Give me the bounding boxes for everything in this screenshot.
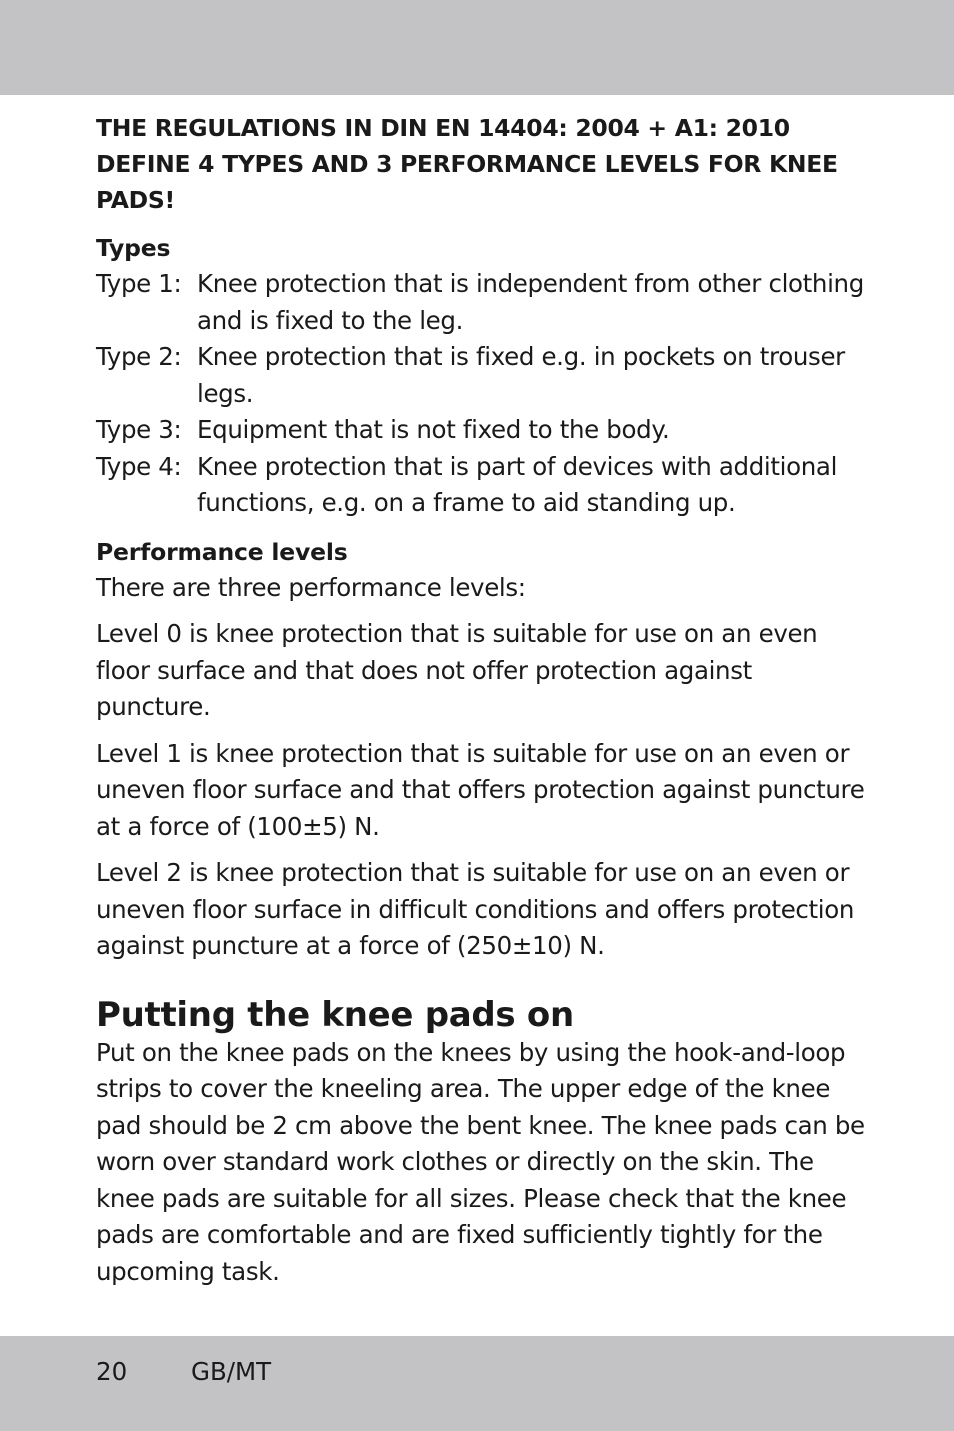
types-list — [96, 266, 866, 522]
page-footer — [96, 1352, 271, 1392]
type-description: Knee protection that is part of devices with additional functions, e.g. on a frame to aid standing up. — [197, 451, 838, 517]
type-item — [96, 339, 866, 412]
page-number: 20 — [96, 1357, 128, 1386]
type-item — [96, 266, 866, 339]
performance-intro: There are three performance levels: — [96, 572, 526, 602]
type-item — [96, 449, 866, 522]
type-label: Type 2: — [96, 342, 182, 371]
type-label: Type 1: — [96, 269, 182, 298]
type-description: Knee protection that is independent from other clothing and is fixed to the leg. — [197, 269, 864, 335]
performance-heading: Performance levels — [96, 537, 348, 566]
type-label: Type 3: — [96, 415, 182, 444]
intro-heading: THE REGULATIONS IN DIN EN 14404: 2004 + A1: 2010 DEFINE 4 TYPES AND 3 PERFORMANCE LEVELS FOR KNEE PADS! — [96, 114, 838, 214]
type-item — [96, 412, 866, 449]
performance-section — [96, 570, 866, 965]
type-description: Knee protection that is fixed e.g. in pockets on trouser legs. — [197, 342, 845, 408]
type-label: Type 4: — [96, 451, 182, 481]
level-2-paragraph: Level 2 is knee protection that is suitable for use on an even or uneven floor surface in difficult conditions and offers protection against puncture at a force of (250±10) N. — [96, 858, 855, 960]
level-1-paragraph: Level 1 is knee protection that is suitable for use on an even or uneven floor surface and that offers protection against puncture at a force of (100±5) N. — [96, 738, 865, 841]
header-band — [0, 0, 954, 95]
page-content — [96, 110, 866, 1290]
putting-on-heading: Putting the knee pads on — [96, 994, 574, 1035]
types-heading: Types — [96, 234, 171, 262]
language-code: GB/MT — [191, 1357, 272, 1386]
level-0-paragraph: Level 0 is knee protection that is suitable for use on an even floor surface and that does not offer protection against puncture. — [96, 619, 818, 721]
putting-on-paragraph: Put on the knee pads on the knees by using the hook-and-loop strips to cover the kneeling area. The upper edge of the knee pad should be 2 cm above the bent knee. The knee pads can be worn over standard work clothes or directly on the skin. The knee pads are suitable for all sizes. Please check that the knee pads are comfortable and are fixed sufficiently tightly for the upcoming task. — [96, 1037, 865, 1286]
type-description: Equipment that is not fixed to the body. — [197, 415, 670, 444]
